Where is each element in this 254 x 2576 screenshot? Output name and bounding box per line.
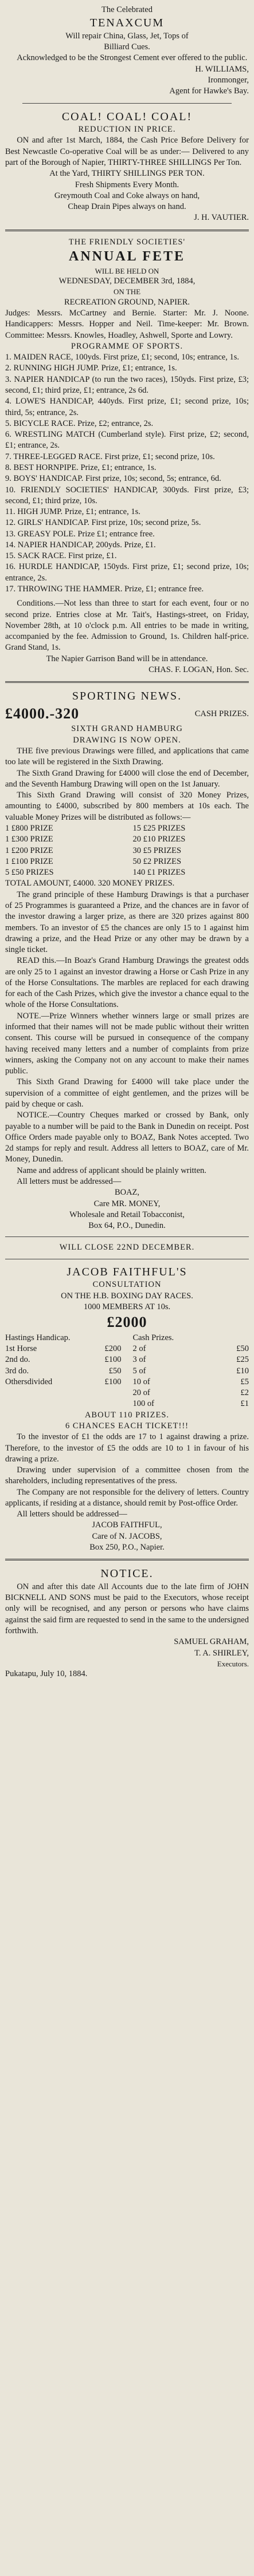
hamburg-principle: The grand principle of these Hamburg Drawings is that a purchaser of 25 Programmes is guaranteed a Prize, and the chances are in favor of the investor drawing a larger prize, as there are 320 prizes against 800 members. To an investor of £5 the chances are only 15 to 1 against him drawing a prize, and the Head Prize or any other may be drawn by a single ticket. <box>5 890 249 955</box>
hamburg-cash-prizes: CASH PRIZES. <box>194 709 249 718</box>
coal-body: ON and after 1st March, 1884, the Cash Price Before Delivery for Best Newcastle Co-operative Coal will be as under:— Delivered to any part of the Borough of Napier, THIRTY-THREE SHILLINGS Per Ton. <box>5 136 249 167</box>
programme-item: 5. BICYCLE RACE. Prize, £2; entrance, 2s. <box>5 418 154 428</box>
prize-row: 15 £25 PRIZES <box>132 823 186 833</box>
tenax-name: TENAXCUM <box>89 17 165 30</box>
hamburg-name-address: Name and address of applicant should be plainly written. <box>17 1165 206 1175</box>
programme-item: 2. RUNNING HIGH JUMP. Prize, £1; entrance, 1s. <box>5 364 177 373</box>
hamburg-advert <box>5 689 249 1253</box>
programme-item: 1. MAIDEN RACE, 100yds. First prize, £1; second, 10s; entrance, 1s. <box>5 353 239 362</box>
hamburg-paragraph: This Sixth Grand Drawing for £4000 will take place under the supervision of a committee of eight gentlemen, and the prizes will be paid by cheque or cash. <box>5 1077 249 1109</box>
jacob-faithful-advert <box>5 1265 249 1554</box>
hamburg-close: WILL CLOSE 22ND DECEMBER. <box>59 1243 195 1253</box>
divider <box>22 103 232 104</box>
tenax-line1: The Celebrated <box>101 5 153 14</box>
jacob-row: 10 of £5 <box>132 1377 249 1386</box>
hamburg-paragraph: The Sixth Grand Drawing for £4000 will close the end of December, and the Seventh Hamburg Drawing will open on the 1st January. <box>5 768 249 789</box>
jacob-row: 1st Horse £200 <box>5 1344 122 1353</box>
jacob-right-column <box>133 1333 249 1410</box>
programme-item: 11. HIGH JUMP. Prize, £1; entrance, 1s. <box>5 507 140 517</box>
prize-row: 50 £2 PRIZES <box>132 856 182 866</box>
notice-place-date: Pukatapu, July 10, 1884. <box>5 1669 88 1679</box>
hamburg-box: Box 64, P.O., Dunedin. <box>88 1221 166 1231</box>
programme-item: 13. GREASY POLE. Prize £1; entrance free. <box>5 529 155 539</box>
programme-item: 4. LOWE'S HANDICAP, 440yds. First prize, £1; second prize, 10s; third, 5s; entrance, 2s. <box>5 397 249 417</box>
hamburg-boaz: BOAZ, <box>114 1188 140 1198</box>
sports-society: THE FRIENDLY SOCIETIES' <box>68 237 186 247</box>
jacob-row: 100 of £1 <box>132 1399 249 1409</box>
hamburg-amounts: £4000.-320 <box>5 705 80 722</box>
coal-advert <box>5 109 249 224</box>
coal-fresh: Fresh Shipments Every Month. <box>75 180 179 189</box>
tenax-agent: Agent for Hawke's Bay. <box>169 86 249 96</box>
sports-on: ON THE <box>113 287 141 297</box>
prize-row: 5 £50 PRIZES <box>5 868 54 878</box>
jacob-chances: 6 CHANCES EACH TICKET!!! <box>65 1421 189 1431</box>
programme-item: 17. THROWING THE HAMMER. Prize, £1; entrance free. <box>5 584 204 594</box>
notice-advert <box>5 1566 249 1680</box>
hamburg-notice: NOTICE.—Country Cheques marked or crossed by Bank, only payable to a number will be paid to the Bank in Dunedin on receipt. Post Office Orders made payable only to BOAZ, Bank Notes accepted. Two 2d stamps for reply and result. Address all letters to BOAZ, care of Mr. Money, Dunedin. <box>5 1111 249 1164</box>
jacob-paragraph: To the investor of £1 the odds are 17 to 1 against drawing a prize. Therefore, to the investor of £5 the odds are 10 to 1 in favour of his drawing a prize. <box>5 1432 249 1464</box>
tenax-advert <box>5 5 249 97</box>
hamburg-total: TOTAL AMOUNT, £4000. 320 MONEY PRIZES. <box>5 879 175 888</box>
double-divider <box>5 230 249 231</box>
sports-date: WEDNESDAY, DECEMBER 3rd, 1884, <box>58 276 196 286</box>
notice-body: ON and after this date All Accounts due to the late firm of JOHN BICKNELL AND SONS must be paid to the Executors, whose receipt only will be recognised, and any person or persons who have claims against the said firm are requested to send in the same to the undersigned forthwith. <box>5 1582 249 1636</box>
programme-item: 12. GIRLS' HANDICAP. First prize, 10s; second prize, 5s. <box>5 518 201 528</box>
jacob-box: Box 250, P.O., Napier. <box>89 1543 165 1552</box>
prize-row: 20 £10 PRIZES <box>132 835 186 844</box>
hamburg-paragraph: This Sixth Grand Drawing will consist of 320 Money Prizes, amounting to £4000, subscribed by 800 members at 10s each. The valuable Money Prizes will be distributed as follows:— <box>5 791 249 822</box>
sporting-news-heading: SPORTING NEWS. <box>72 690 182 703</box>
jacob-cash-heading: Cash Prizes. <box>132 1333 174 1342</box>
jacob-paragraph: The Company are not responsible for the delivery of letters. Country applicants, if residing at a distance, should remit by Post-office Order. <box>5 1487 249 1508</box>
jacob-row: 3rd do. £50 <box>5 1366 122 1376</box>
programme-item: 3. NAPIER HANDICAP (to run the two races), 150yds. First prize, £3; second, £1; third prize, £1; entrance, 2s 6d. <box>5 374 249 395</box>
sports-band: The Napier Garrison Band will be in attendance. <box>46 654 208 663</box>
coal-reduction: REDUCTION IN PRICE. <box>78 125 176 135</box>
jacob-row: 2 of £50 <box>132 1344 249 1353</box>
jacob-address: All letters should be addressed— <box>17 1510 127 1519</box>
coal-greymouth: Greymouth Coal and Coke always on hand, <box>54 191 200 200</box>
hamburg-intro: THE five previous Drawings were filled, and applications that came too late will be registered in the Sixth Drawing. <box>5 746 249 767</box>
programme-item: 6. WRESTLING MATCH (Cumberland style). First prize, £2; second, £1; entrance, 2s. <box>5 430 249 451</box>
hamburg-prize-table <box>5 823 249 878</box>
coal-signature: J. H. VAUTIER. <box>194 213 249 223</box>
jacob-row: 5 of £10 <box>132 1366 249 1376</box>
programme-item: 16. HURDLE HANDICAP, 150yds. First prize, £1; second prize, 10s; entrance, 2s. <box>5 562 249 583</box>
notice-signatory: T. A. SHIRLEY, <box>194 1648 249 1658</box>
programme-item: 14. NAPIER HANDICAP, 200yds. Prize, £1. <box>5 540 156 550</box>
jacob-prize-table <box>5 1333 249 1410</box>
jacob-consultation: CONSULTATION <box>92 1280 162 1290</box>
jacob-row: 2nd do. £100 <box>5 1355 122 1365</box>
coal-yard: At the Yard, THIRTY SHILLINGS PER TON. <box>49 169 205 179</box>
jacob-row: 3 of £25 <box>132 1355 249 1365</box>
programme-item: 7. THREE-LEGGED RACE. First prize, £1; second prize, 10s. <box>5 452 215 461</box>
tenax-line: Billiard Cues. <box>104 42 150 52</box>
sports-programme-heading: PROGRAMME OF SPORTS. <box>71 341 183 351</box>
programme-item: 15. SACK RACE. First prize, £1. <box>5 551 117 561</box>
sports-ground: RECREATION GROUND, NAPIER. <box>64 297 190 307</box>
tenax-dealer-role: Ironmonger, <box>208 76 249 85</box>
programme-item: 8. BEST HORNPIPE. Prize, £1; entrance, 1s. <box>5 463 157 472</box>
jacob-hastings-heading: Hastings Handicap. <box>5 1333 71 1342</box>
hamburg-wholesale: Wholesale and Retail Tobacconist, <box>69 1210 185 1219</box>
jacob-paragraph: Drawing under supervision of a committee chosen from the shareholders, including representatives of the press. <box>5 1465 249 1486</box>
sports-judges: Judges: Messrs. McCartney and Bernie. Starter: Mr. J. Noone. Handicappers: Messrs. Hopper and Neil. Time-keeper: Mr. Brown. Committee: Messrs. Knowles, Hoadley, Ashwell, Sporte and Lowry. <box>5 309 249 340</box>
sports-conditions: Conditions.—Not less than three to start for each event, four or no second prize. Entries close at Mr. Tait's, Hastings-street, on Friday, November 28th, at 10 o'clock p.m. All entries to be made in writing, accompanied by the fee. Admission to Ground, 1s. Children half-price. Grand Stand, 1s. <box>5 599 249 653</box>
jacob-name: JACOB FAITHFUL'S <box>67 1265 187 1278</box>
prize-row: 30 £5 PRIZES <box>132 846 182 855</box>
sports-sub: WILL BE HELD ON <box>95 266 159 275</box>
prize-row: 1 £100 PRIZE <box>5 856 53 866</box>
hamburg-heading-1: SIXTH GRAND HAMBURG <box>71 724 183 734</box>
sports-advert <box>5 237 249 676</box>
tenax-dealer: H. WILLIAMS, <box>195 64 249 74</box>
jacob-on: ON THE H.B. BOXING DAY RACES. <box>61 1291 193 1301</box>
prize-column-right <box>133 823 249 878</box>
hamburg-addressed: All letters must be addressed— <box>17 1176 122 1186</box>
hamburg-care: Care MR. MONEY, <box>93 1199 161 1208</box>
coal-heading: COAL! COAL! COAL! <box>61 110 193 123</box>
jacob-about: ABOUT 110 PRIZES. <box>84 1410 170 1420</box>
coal-cheap: Cheap Drain Pipes always on hand. <box>68 202 186 212</box>
notice-executors: Executors. <box>217 1659 249 1668</box>
jacob-amount: £2000 <box>107 1314 147 1331</box>
hamburg-read: READ this.—In Boaz's Grand Hamburg Drawings the greatest odds are only 25 to 1 against an investor drawing a Horse or Cash Prize in any of the Horse Consultations. The marbles are replaced for each drawing for each of the Cash Prizes, which give the investor a chance equal to the whole of the Horse Consultations. <box>5 956 249 1010</box>
prize-row: 1 £300 PRIZE <box>5 835 53 844</box>
jacob-row: Othersdivided £100 <box>5 1377 122 1386</box>
programme-item: 10. FRIENDLY SOCIETIES' HANDICAP, 300yds. First prize, £3; second, £1; third prize, 10s. <box>5 485 249 505</box>
prize-row: 1 £200 PRIZE <box>5 846 53 855</box>
tenax-line: Will repair China, Glass, Jet, Tops of <box>65 31 189 41</box>
divider <box>5 1236 249 1237</box>
jacob-signature: JACOB FAITHFUL, <box>92 1520 162 1530</box>
double-divider <box>5 1559 249 1560</box>
sports-programme-list <box>5 352 249 595</box>
prize-row: 140 £1 PRIZES <box>132 868 186 878</box>
jacob-members: 1000 MEMBERS AT 10s. <box>83 1302 171 1311</box>
hamburg-heading-2: DRAWING IS NOW OPEN. <box>73 735 181 745</box>
prize-column-left <box>5 823 122 878</box>
sports-title: ANNUAL FETE <box>68 248 186 264</box>
sports-secretary: CHAS. F. LOGAN, Hon. Sec. <box>149 665 249 674</box>
tenax-ack: Acknowledged to be the Strongest Cement ever offered to the public. <box>17 53 248 63</box>
jacob-left-column <box>5 1333 122 1410</box>
hamburg-note: NOTE.—Prize Winners whether winners large or small prizes are informed that their names will not be made public without their written consent. This course will be pursued in consequence of the company having received many letters and a number of complaints from prize winners, asking the Company not on any account to make their names public. <box>5 1011 249 1076</box>
prize-row: 1 £800 PRIZE <box>5 823 53 833</box>
double-divider <box>5 681 249 683</box>
notice-signatory: SAMUEL GRAHAM, <box>174 1637 249 1647</box>
hamburg-amount-row <box>5 704 249 724</box>
jacob-row: 20 of £2 <box>132 1388 249 1398</box>
jacob-care: Care of N. JACOBS, <box>92 1531 162 1541</box>
notice-title: NOTICE. <box>100 1567 154 1581</box>
programme-item: 9. BOYS' HANDICAP. First prize, 10s; second, 5s; entrance, 6d. <box>5 474 221 484</box>
